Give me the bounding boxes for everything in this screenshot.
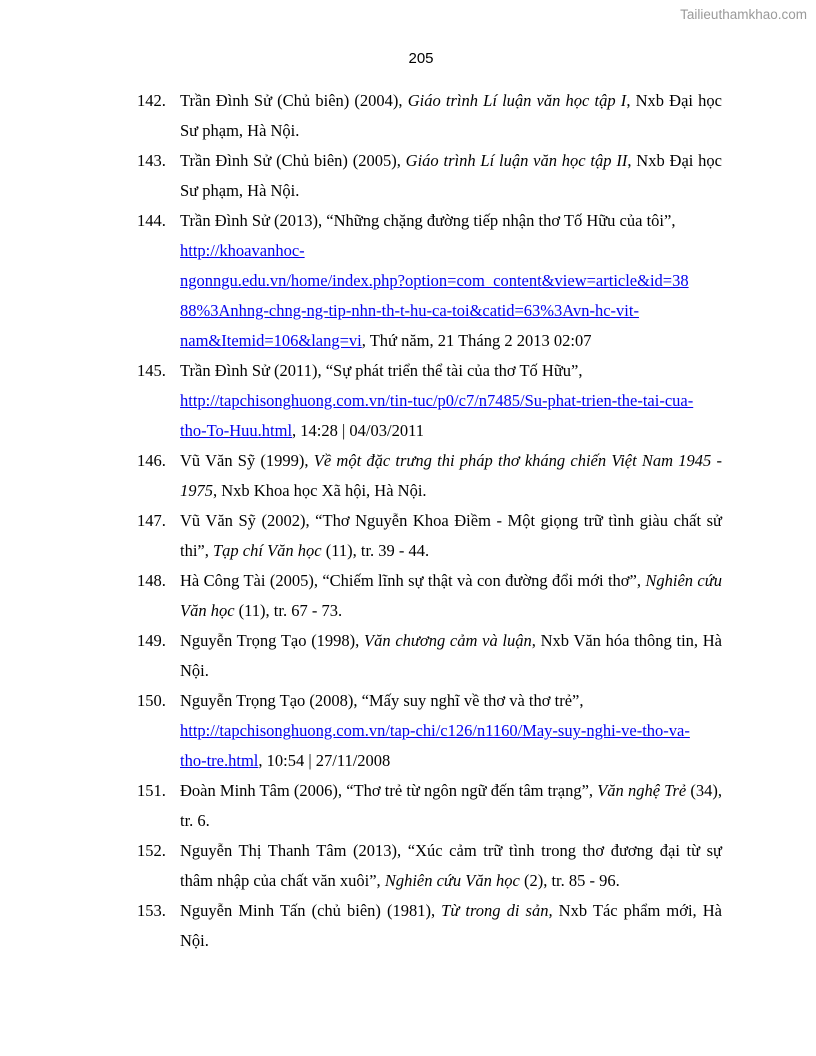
- reference-number: 145.: [137, 361, 166, 380]
- reference-text: Trần Đình Sử (2013), “Những chặng đường tiếp nhận thơ Tố Hữu của tôi”,: [180, 211, 676, 230]
- reference-url-line[interactable]: 88%3Anhng-chng-ng-tip-nhn-th-t-hu-ca-toi&catid=63%3Avn-hc-vit-: [180, 301, 639, 320]
- reference-item-150: [137, 686, 722, 776]
- reference-text: , Nxb Khoa học Xã hội, Hà Nội.: [213, 481, 427, 500]
- reference-title: Nghiên cứu Văn học: [180, 571, 722, 620]
- reference-title: Từ trong di sản,: [441, 901, 553, 920]
- reference-text: , 10:54 | 27/11/2008: [258, 751, 391, 770]
- reference-url-line[interactable]: http://tapchisonghuong.com.vn/tin-tuc/p0/c7/n7485/Su-phat-trien-the-tai-cua-: [180, 391, 694, 410]
- reference-text: Nguyễn Trọng Tạo (1998),: [180, 631, 365, 650]
- reference-item-142: [137, 86, 723, 146]
- reference-text: Hà Công Tài (2005), “Chiếm lĩnh sự thật và con đường đổi mới thơ”,: [180, 571, 646, 590]
- reference-text: (2), tr. 85 - 96.: [519, 871, 620, 890]
- reference-item-146: [137, 446, 723, 506]
- reference-text: Nxb Tác phẩm mới, Hà Nội.: [180, 901, 722, 950]
- reference-url-line[interactable]: tho-tre.html: [180, 751, 259, 770]
- reference-text: (11), tr. 39 - 44.: [321, 541, 430, 560]
- reference-text: , Thứ năm, 21 Tháng 2 2013 02:07: [361, 331, 592, 350]
- reference-list: [0, 86, 816, 956]
- reference-title: Về một đặc trưng thi pháp thơ kháng chiến Việt Nam 1945 - 1975: [180, 451, 723, 500]
- reference-number: 153.: [137, 901, 166, 920]
- reference-text: Nguyễn Thị Thanh Tâm (2013), “Xúc cảm trữ tình trong thơ đương đại từ sự thâm nhập của chất văn xuôi”,: [180, 841, 722, 890]
- reference-number: 152.: [137, 841, 166, 860]
- reference-url-line[interactable]: http://tapchisonghuong.com.vn/tap-chi/c126/n1160/May-suy-nghi-ve-tho-va-: [180, 721, 690, 740]
- reference-url-line[interactable]: http://khoavanhoc-: [180, 241, 305, 260]
- reference-number: 144.: [137, 211, 166, 230]
- reference-title: Văn nghệ Trẻ: [597, 781, 687, 800]
- reference-item-149: [137, 626, 722, 686]
- reference-text: Nguyễn Trọng Tạo (2008), “Mấy suy nghĩ về thơ và thơ trẻ”,: [180, 691, 584, 710]
- reference-text: (34), tr. 6.: [180, 781, 722, 830]
- watermark: Tailieuthamkhao.com: [680, 7, 807, 22]
- reference-number: 146.: [137, 451, 166, 470]
- reference-item-152: [137, 836, 722, 896]
- reference-item-144: [137, 206, 722, 356]
- reference-title: Tạp chí Văn học: [213, 541, 322, 560]
- reference-text: (11), tr. 67 - 73.: [234, 601, 343, 620]
- reference-text: Trần Đình Sử (Chủ biên) (2005),: [180, 151, 406, 170]
- reference-url-line[interactable]: nam&Itemid=106&lang=vi: [180, 331, 362, 350]
- reference-text: , Nxb Văn hóa thông tin, Hà Nội.: [180, 631, 722, 680]
- reference-text: Nguyễn Minh Tấn (chủ biên) (1981),: [180, 901, 442, 920]
- reference-number: 147.: [137, 511, 166, 530]
- reference-number: 151.: [137, 781, 166, 800]
- reference-title: Văn chương cảm và luận: [364, 631, 532, 650]
- reference-title: Nghiên cứu Văn học: [384, 871, 520, 890]
- reference-number: 149.: [137, 631, 166, 650]
- reference-item-148: [137, 566, 722, 626]
- reference-item-147: [137, 506, 722, 566]
- reference-number: 148.: [137, 571, 166, 590]
- reference-text: Trần Đình Sử (2011), “Sự phát triển thể tài của thơ Tố Hữu”,: [180, 361, 583, 380]
- reference-item-151: [137, 776, 722, 836]
- reference-text: Vũ Văn Sỹ (2002), “Thơ Nguyễn Khoa Điềm - Một giọng trữ tình giàu chất sử thi”,: [180, 511, 722, 560]
- reference-text: Đoàn Minh Tâm (2006), “Thơ trẻ từ ngôn ngữ đến tâm trạng”,: [180, 781, 598, 800]
- reference-url-line[interactable]: tho-To-Huu.html: [180, 421, 293, 440]
- reference-item-153: [137, 896, 722, 956]
- reference-number: 150.: [137, 691, 166, 710]
- page-number: 205: [408, 50, 434, 67]
- reference-number: 143.: [137, 151, 166, 170]
- reference-text: Trần Đình Sử (Chủ biên) (2004),: [180, 91, 408, 110]
- reference-text: , Nxb Đại học Sư phạm, Hà Nội.: [180, 151, 723, 200]
- reference-text: Vũ Văn Sỹ (1999),: [180, 451, 314, 470]
- reference-text: , 14:28 | 04/03/2011: [292, 421, 424, 440]
- reference-title: Giáo trình Lí luận văn học tập I: [407, 91, 627, 110]
- reference-number: 142.: [137, 91, 166, 110]
- reference-url-line[interactable]: ngonngu.edu.vn/home/index.php?option=com_content&view=article&id=38: [180, 271, 689, 290]
- reference-item-143: [137, 146, 723, 206]
- reference-item-145: [137, 356, 722, 446]
- reference-text: , Nxb Đại học Sư phạm, Hà Nội.: [180, 91, 723, 140]
- reference-title: Giáo trình Lí luận văn học tập II: [405, 151, 628, 170]
